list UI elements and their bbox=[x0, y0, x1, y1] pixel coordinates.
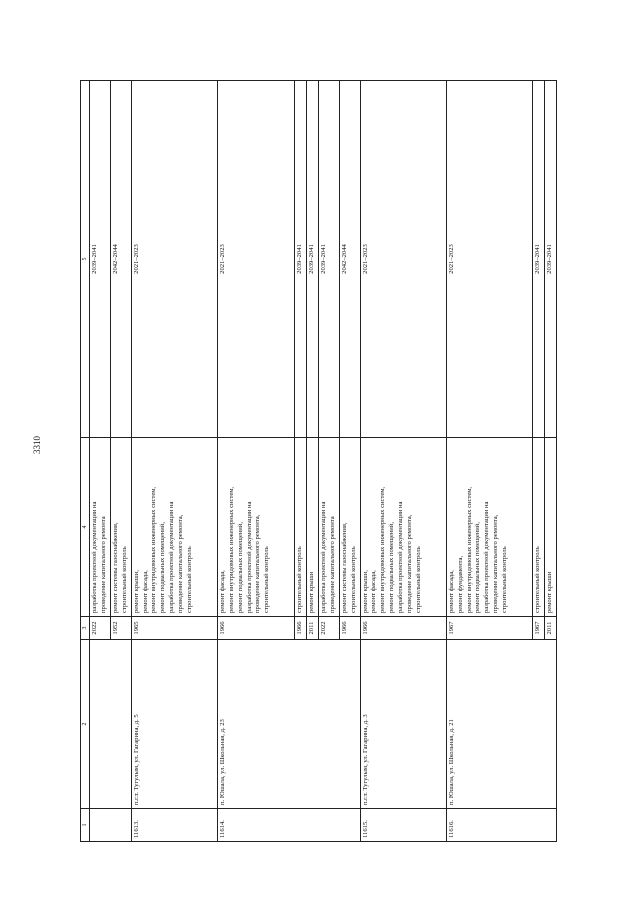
work-line: разработка проектной документации на bbox=[320, 501, 328, 613]
work-line: ремонт фасада, bbox=[141, 570, 149, 613]
cell-address: п. Юшала, ул. Школьная, д. 23 bbox=[217, 640, 360, 809]
cell-year: 1966 bbox=[360, 617, 446, 640]
table-row bbox=[360, 81, 446, 842]
work-line: строительный контроль bbox=[120, 546, 128, 613]
cell-period: 2021–2023 bbox=[360, 81, 446, 438]
cell-number: 11613. bbox=[131, 809, 217, 842]
header-col-4: 4 bbox=[81, 438, 90, 617]
cell-work-types bbox=[319, 438, 340, 617]
work-line: разработка проектной документации на bbox=[168, 501, 176, 613]
cell-number: 11614. bbox=[217, 809, 360, 842]
work-line: ремонт внутридомовых инженерных систем, bbox=[379, 486, 387, 613]
cell-work-types bbox=[360, 438, 446, 617]
work-line: ремонт внутридомовых инженерных систем, bbox=[227, 486, 235, 613]
work-line: ремонт крыши, bbox=[361, 570, 369, 613]
work-line: ремонт фундамента, bbox=[456, 555, 464, 613]
rotated-table-container bbox=[80, 80, 586, 842]
work-line: проведение капитального ремонта, bbox=[492, 514, 500, 613]
cell-year: 1967 bbox=[446, 617, 532, 640]
work-line: ремонт крыши bbox=[545, 571, 553, 613]
cell-year: 1966 bbox=[217, 617, 294, 640]
cell-address: п.г.т. Тугулым, ул. Гагарина, д. 5 bbox=[131, 640, 217, 809]
cell-year: 1952 bbox=[110, 617, 131, 640]
cell-work-types bbox=[307, 438, 319, 617]
work-line: строительный контроль bbox=[296, 546, 304, 613]
work-line: разработка проектной документации на bbox=[91, 501, 99, 613]
cell-year: 1967 bbox=[533, 617, 545, 640]
cell-year: 1966 bbox=[295, 617, 307, 640]
work-line: разработка проектной документации на bbox=[245, 501, 253, 613]
cell-year: 2011 bbox=[544, 617, 556, 640]
cell-period: 2039–2041 bbox=[307, 81, 319, 438]
cell-period: 2039–2041 bbox=[319, 81, 340, 438]
cell-number bbox=[90, 809, 132, 842]
work-line: строительный контроль bbox=[501, 546, 509, 613]
table-body bbox=[90, 81, 557, 842]
work-line: ремонт внутридомовых инженерных систем, bbox=[465, 486, 473, 613]
work-line: ремонт фасада, bbox=[447, 570, 455, 613]
work-line: ремонт подвальных помещений, bbox=[236, 522, 244, 613]
table-row bbox=[217, 81, 294, 842]
work-line: ремонт подвальных помещений, bbox=[388, 522, 396, 613]
cell-period: 2039–2041 bbox=[533, 81, 545, 438]
work-line: строительный контроль bbox=[186, 546, 193, 613]
work-line: строительный контроль bbox=[534, 546, 542, 613]
cell-period: 2039–2041 bbox=[90, 81, 111, 438]
cell-address: п.г.т. Тугулым, ул. Гагарина, д. 3 bbox=[360, 640, 446, 809]
cell-year: 1965 bbox=[131, 617, 217, 640]
cell-work-types bbox=[131, 438, 217, 617]
work-line: разработка проектной документации на bbox=[397, 501, 405, 613]
header-col-1: 1 bbox=[81, 809, 90, 842]
repair-schedule-table bbox=[80, 80, 557, 842]
table-row bbox=[446, 81, 532, 842]
work-line: ремонт подвальных помещений, bbox=[474, 522, 482, 613]
work-line: ремонт фасада, bbox=[370, 570, 378, 613]
cell-period: 2042–2044 bbox=[339, 81, 360, 438]
cell-year: 2011 bbox=[307, 617, 319, 640]
work-line: проведение капитального ремонта bbox=[328, 516, 336, 613]
cell-year: 2022 bbox=[319, 617, 340, 640]
work-line: ремонт крыши bbox=[308, 571, 316, 613]
cell-work-types bbox=[295, 438, 307, 617]
cell-work-types bbox=[110, 438, 131, 617]
work-line: ремонт фасада, bbox=[218, 570, 226, 613]
cell-year: 2022 bbox=[90, 617, 111, 640]
cell-period: 2039–2041 bbox=[295, 81, 307, 438]
cell-work-types bbox=[217, 438, 294, 617]
cell-work-types bbox=[544, 438, 556, 617]
cell-work-types bbox=[446, 438, 532, 617]
work-line: строительный контроль bbox=[349, 546, 357, 613]
table-row bbox=[90, 81, 111, 842]
header-row bbox=[81, 81, 90, 842]
cell-period: 2021–2023 bbox=[131, 81, 217, 438]
cell-period: 2021–2023 bbox=[446, 81, 532, 438]
header-col-5: 5 bbox=[81, 81, 90, 438]
cell-address bbox=[90, 640, 132, 809]
work-line: ремонт системы газоснабжения, bbox=[111, 522, 119, 613]
work-line: проведение капитального ремонта, bbox=[406, 514, 414, 613]
header-col-2: 2 bbox=[81, 640, 90, 809]
table-row bbox=[131, 81, 217, 842]
cell-period: 2021–2023 bbox=[217, 81, 294, 438]
work-line: ремонт системы газоснабжения, bbox=[340, 522, 348, 613]
work-line: ремонт крыши, bbox=[132, 570, 140, 613]
work-line: ремонт внутридомовых инженерных систем, bbox=[150, 486, 158, 613]
cell-address: п. Юшала, ул. Школьная, д. 21 bbox=[446, 640, 556, 809]
cell-number: 11615. bbox=[360, 809, 446, 842]
work-line: ремонт подвальных помещений, bbox=[159, 522, 167, 613]
work-line: проведение капитального ремонта bbox=[99, 516, 107, 613]
cell-number: 11616. bbox=[446, 809, 556, 842]
cell-work-types bbox=[339, 438, 360, 617]
work-line: проведение капитального ремонта, bbox=[177, 514, 185, 613]
header-col-3: 3 bbox=[81, 617, 90, 640]
cell-work-types bbox=[533, 438, 545, 617]
work-line: строительный контроль bbox=[414, 546, 422, 613]
cell-work-types bbox=[90, 438, 111, 617]
work-line: разработка проектной документации на bbox=[483, 501, 491, 613]
cell-year: 1966 bbox=[339, 617, 360, 640]
page-number: 3310 bbox=[32, 436, 42, 454]
work-line: строительный контроль bbox=[263, 546, 271, 613]
cell-period: 2042–2044 bbox=[110, 81, 131, 438]
cell-period: 2039–2041 bbox=[544, 81, 556, 438]
work-line: проведение капитального ремонта, bbox=[254, 514, 262, 613]
